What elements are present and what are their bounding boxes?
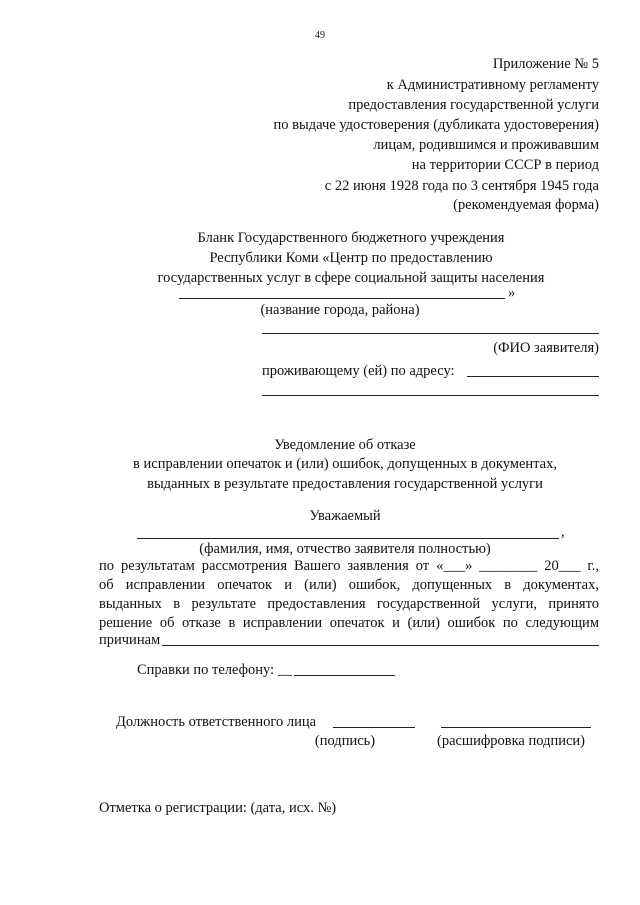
city-closing-quote: » (508, 285, 516, 301)
signature-caption: (подпись) (314, 733, 376, 749)
reasons-line (162, 645, 599, 646)
institution-line: Бланк Государственного бюджетного учреждения (197, 230, 505, 246)
address-line-1 (467, 376, 599, 377)
addressee-name-line (137, 538, 559, 539)
body-line: об исправлении опечаток и (или) ошибок, допущенных в документах, (99, 577, 599, 593)
greeting-comma: , (561, 524, 565, 540)
addressee-name-caption: (фамилия, имя, отчество заявителя полностью) (199, 541, 491, 557)
page-number: 49 (315, 30, 325, 41)
phone-blank-line (294, 675, 395, 676)
notice-title-line: в исправлении опечаток и (или) ошибок, допущенных в документах, (133, 456, 557, 472)
appendix-line: на территории СССР в период (411, 157, 599, 173)
appendix-line: по выдаче удостоверения (дубликата удостоверения) (273, 117, 599, 133)
appendix-line: предоставления государственной услуги (348, 97, 599, 113)
body-line: решение об отказе в исправлении опечаток и (или) ошибок по следующим (99, 615, 599, 631)
registration-label: Отметка о регистрации: (дата, исх. №) (99, 800, 337, 816)
applicant-name-line (262, 333, 599, 334)
notice-title-line: Уведомление об отказе (274, 437, 416, 453)
signature-decode-line (441, 727, 591, 728)
address-label: проживающему (ей) по адресу: (262, 363, 455, 379)
appendix-line: с 22 июня 1928 года по 3 сентября 1945 года (324, 178, 599, 194)
form-type-label: (рекомендуемая форма) (453, 197, 599, 213)
position-label: Должность ответственного лица (116, 714, 317, 730)
institution-line: государственных услуг в сфере социальной защиты населения (157, 270, 545, 286)
signature-line (333, 727, 415, 728)
city-caption: (название города, района) (260, 302, 420, 318)
city-blank-line (179, 298, 505, 299)
applicant-name-caption: (ФИО заявителя) (493, 340, 599, 356)
phone-label: Справки по телефону: __ (137, 662, 293, 678)
appendix-line: к Административному регламенту (386, 77, 599, 93)
signature-decode-caption: (расшифровка подписи) (436, 733, 586, 749)
appendix-line: Приложение № 5 (492, 56, 599, 72)
body-line: выданных в результате предоставления государственной услуги, принято (99, 596, 599, 612)
appendix-line: лицам, родившимся и проживавшим (373, 137, 599, 153)
body-line: по результатам рассмотрения Вашего заявления от «___» ________ 20___ г., (99, 558, 599, 574)
reasons-label: причинам (99, 632, 161, 648)
greeting: Уважаемый (309, 508, 381, 524)
institution-line: Республики Коми «Центр по предоставлению (209, 250, 493, 266)
address-line-2 (262, 395, 599, 396)
notice-title-line: выданных в результате предоставления государственной услуги (147, 476, 543, 492)
